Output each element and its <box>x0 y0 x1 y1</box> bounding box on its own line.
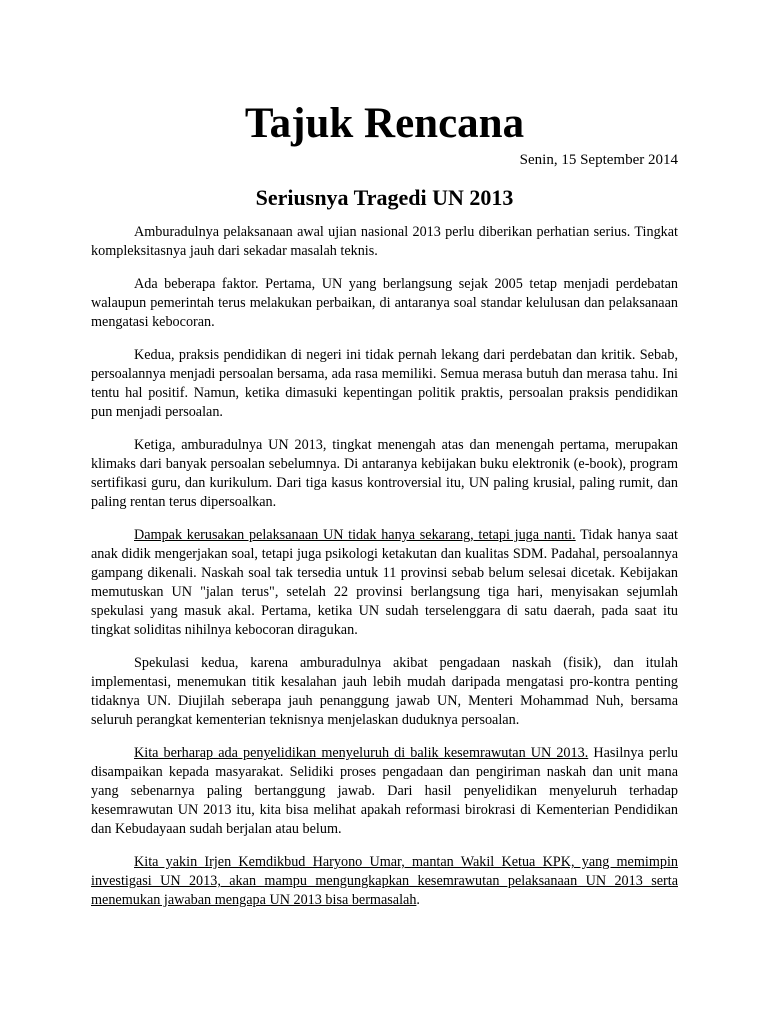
masthead-title: Tajuk Rencana <box>244 100 525 147</box>
paragraph-text: Tidak hanya saat anak didik mengerjakan soal, tetapi juga psikologi ketakutan dan kualitas SDM. Padahal, persoalannya gampang dikenali. Naskah soal tak tersedia untuk 11 provinsi sebab belum selesai dicetak. Kebijakan memutuskan UN "jalan terus", setelah 22 provinsi berlangsung tiga hari, menyisakan sejumlah spekulasi yang masuk akal. Pertama, ketika UN sudah terselenggara di satu daerah, pada saat itu tingkat soliditas nihilnya kebocoran diragukan. <box>91 527 678 638</box>
underlined-lead: Kita yakin Irjen Kemdikbud Haryono Umar, mantan Wakil Ketua KPK, yang memimpin investigasi UN 2013, akan mampu mengungkapkan kesemrawutan pelaksanaan UN 2013 serta menemukan jawaban mengapa UN 2013 bisa bermasalah <box>91 854 678 908</box>
paragraph-text: Hasilnya perlu disampaikan kepada masyarakat. Selidiki proses pengadaan dan pengiriman naskah dan unit mana yang sebenarnya paling bertanggung jawab. Dari hasil penyelidikan menyeluruh terhadap kesemrawutan UN 2013 itu, kita bisa melihat apakah reformasi birokrasi di Kementerian Pendidikan dan Kebudayaan sudah berjalan atau belum. <box>91 745 678 837</box>
article-body <box>91 223 678 910</box>
paragraph-5 <box>91 526 678 640</box>
paragraph-text: . <box>416 892 420 908</box>
underlined-lead: Dampak kerusakan pelaksanaan UN tidak hanya sekarang, tetapi juga nanti. <box>134 527 576 543</box>
article-headline: Seriusnya Tragedi UN 2013 <box>255 185 514 210</box>
publication-date: Senin, 15 September 2014 <box>519 152 678 168</box>
paragraph-6: Spekulasi kedua, karena amburadulnya akibat pengadaan naskah (fisik), dan itulah implementasi, menemukan titik kesalahan jauh lebih mudah daripada mengatasi pro-kontra penting tidaknya UN. Diujilah seberapa jauh penanggung jawab UN, Menteri Mohammad Nuh, bersama seluruh perangkat kementerian teknisnya menjelaskan duduknya persoalan. <box>91 655 678 728</box>
paragraph-3: Kedua, praksis pendidikan di negeri ini tidak pernah lekang dari perdebatan dan kritik. Sebab, persoalannya menjadi persoalan bersama, ada rasa memiliki. Semua merasa butuh dan merasa tahu. Ini tentu hal positif. Namun, ketika dimasuki kepentingan politik praktis, persoalan praksis pendidikan pun menjadi persoalan. <box>91 347 678 420</box>
paragraph-8 <box>91 853 678 910</box>
paragraph-1: Amburadulnya pelaksanaan awal ujian nasional 2013 perlu diberikan perhatian serius. Tingkat kompleksitasnya jauh dari sekadar masalah teknis. <box>91 224 678 259</box>
paragraph-4: Ketiga, amburadulnya UN 2013, tingkat menengah atas dan menengah pertama, merupakan klimaks dari banyak persoalan sebelumnya. Di antaranya kebijakan buku elektronik (e-book), program sertifikasi guru, dan kurikulum. Dari tiga kasus kontroversial itu, UN paling krusial, paling rumit, dan paling rentan terus dipersoalkan. <box>91 437 678 510</box>
paragraph-2: Ada beberapa faktor. Pertama, UN yang berlangsung sejak 2005 tetap menjadi perdebatan walaupun pemerintah terus melakukan perbaikan, di antaranya soal standar kelulusan dan pelaksanaan mengatasi kebocoran. <box>91 276 678 330</box>
underlined-lead: Kita berharap ada penyelidikan menyeluruh di balik kesemrawutan UN 2013. <box>134 745 589 761</box>
paragraph-7 <box>91 744 678 839</box>
editorial-page <box>91 0 678 924</box>
